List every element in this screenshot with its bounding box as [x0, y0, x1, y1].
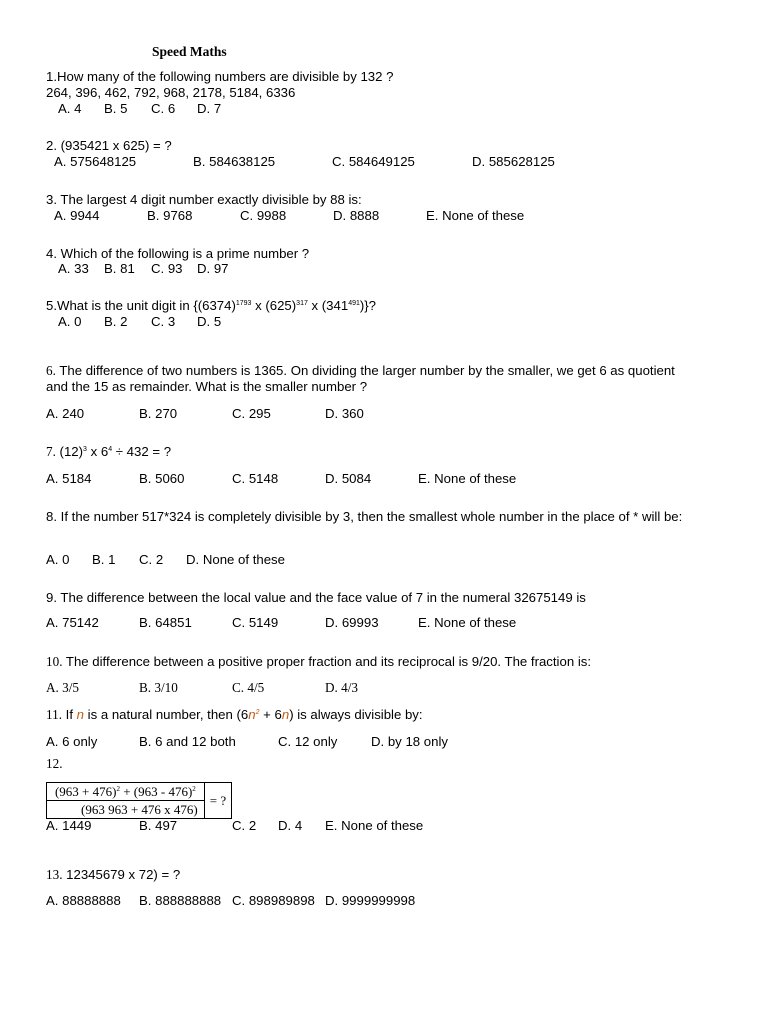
q11-option-c: C. 12 only [278, 734, 338, 749]
q8-option-c: C. 2 [139, 552, 164, 567]
q9-option-c: C. 5149 [232, 615, 279, 630]
question-3-text: 3. The largest 4 digit number exactly divisible by 88 is: [46, 192, 362, 207]
q9-option-b: B. 64851 [139, 615, 192, 630]
q10-option-b: B. 3/10 [139, 680, 178, 695]
q1-option-c: C. 6 [151, 101, 176, 116]
q2-option-d: D. 585628125 [472, 154, 555, 169]
q4-option-c: C. 93 [151, 261, 183, 276]
q13-option-a: A. 88888888 [46, 893, 121, 908]
q3-option-c: C. 9988 [240, 208, 287, 223]
q4-option-d: D. 97 [197, 261, 229, 276]
q13-option-c: C. 898989898 [232, 893, 315, 908]
q3-option-e: E. None of these [426, 208, 525, 223]
q12-numerator: $(963 + 476)^2 + (963 - 476)^2$ [47, 783, 205, 801]
q12-equals: = ? [204, 783, 231, 819]
q7-option-a: A. 5184 [46, 471, 92, 486]
q10-option-d: D. 4/3 [325, 680, 358, 695]
q1-option-a: A. 4 [58, 101, 82, 116]
question-6-text: 6. The difference of two numbers is 1365. On dividing the larger number by the smaller, we get 6 as quotient and the 15 as remainder. What is the smaller number ? [46, 363, 675, 394]
q7-option-b: B. 5060 [139, 471, 185, 486]
q7-option-c: C. 5148 [232, 471, 279, 486]
q8-option-d: D. None of these [186, 552, 285, 567]
question-5-text: 5.What is the unit digit in {$(6374)^{1793}$ x $(625)^{317}$ x $(341^{491})$}? [46, 298, 377, 313]
question-1-text: 1.How many of the following numbers are divisible by 132 ? [46, 69, 394, 84]
q6-option-d: D. 360 [325, 406, 364, 421]
question-1-numbers: 264, 396, 462, 792, 968, 2178, 5184, 6336 [46, 85, 296, 100]
q5-option-d: D. 5 [197, 314, 222, 329]
q12-option-a: A. 1449 [46, 818, 92, 833]
question-2-text: 2. (935421 x 625) = ? [46, 138, 172, 153]
question-7-text: 7. $(12)^3$ x $6^4 \div 432$ = ? [46, 444, 172, 459]
q3-option-b: B. 9768 [147, 208, 193, 223]
question-10-text: 10. The difference between a positive proper fraction and its reciprocal is 9/20. The fraction is: [46, 654, 592, 669]
q4-option-b: B. 81 [104, 261, 135, 276]
q6-option-a: A. 240 [46, 406, 85, 421]
question-12-number: 12. [46, 756, 63, 771]
q10-option-a: A. 3/5 [46, 680, 79, 695]
q5-option-c: C. 3 [151, 314, 176, 329]
q13-option-d: D. 9999999998 [325, 893, 416, 908]
q10-option-c: C. 4/5 [232, 680, 265, 695]
q12-option-b: B. 497 [139, 818, 178, 833]
q12-denominator: (963 963 + 476 x 476) [47, 801, 205, 819]
q3-option-a: A. 9944 [54, 208, 100, 223]
question-8-text: 8. If the number 517*324 is completely divisible by 3, then the smallest whole number in the place of * will be: [46, 509, 683, 524]
q2-option-a: A. 575648125 [54, 154, 137, 169]
q11-option-a: A. 6 only [46, 734, 98, 749]
q12-option-c: C. 2 [232, 818, 257, 833]
q2-option-c: C. 584649125 [332, 154, 415, 169]
question-4-text: 4. Which of the following is a prime number ? [46, 246, 310, 261]
q8-option-b: B. 1 [92, 552, 116, 567]
q3-option-d: D. 8888 [333, 208, 380, 223]
question-13-text: 13. 12345679 x 72) = ? [46, 867, 181, 882]
q12-fraction-table [46, 782, 232, 819]
q9-option-d: D. 69993 [325, 615, 379, 630]
question-9-text: 9. The difference between the local value and the face value of 7 in the numeral 32675149 is [46, 590, 586, 605]
q8-option-a: A. 0 [46, 552, 70, 567]
q6-option-b: B. 270 [139, 406, 178, 421]
q6-option-c: C. 295 [232, 406, 271, 421]
q7-option-e: E. None of these [418, 471, 517, 486]
q5-option-a: A. 0 [58, 314, 82, 329]
q12-option-e: E. None of these [325, 818, 424, 833]
q7-option-d: D. 5084 [325, 471, 372, 486]
q11-option-b: B. 6 and 12 both [139, 734, 236, 749]
q5-option-b: B. 2 [104, 314, 128, 329]
q1-option-b: B. 5 [104, 101, 128, 116]
q9-option-e: E. None of these [418, 615, 517, 630]
q13-option-b: B. 888888888 [139, 893, 222, 908]
q11-option-d: D. by 18 only [371, 734, 448, 749]
q2-option-b: B. 584638125 [193, 154, 276, 169]
question-11-text: 11. If n is a natural number, then $(6n^2 + 6n)$ is always divisible by: [46, 707, 423, 722]
q1-option-d: D. 7 [197, 101, 222, 116]
q12-option-d: D. 4 [278, 818, 303, 833]
q9-option-a: A. 75142 [46, 615, 99, 630]
page-title: Speed Maths [152, 44, 227, 59]
q4-option-a: A. 33 [58, 261, 89, 276]
